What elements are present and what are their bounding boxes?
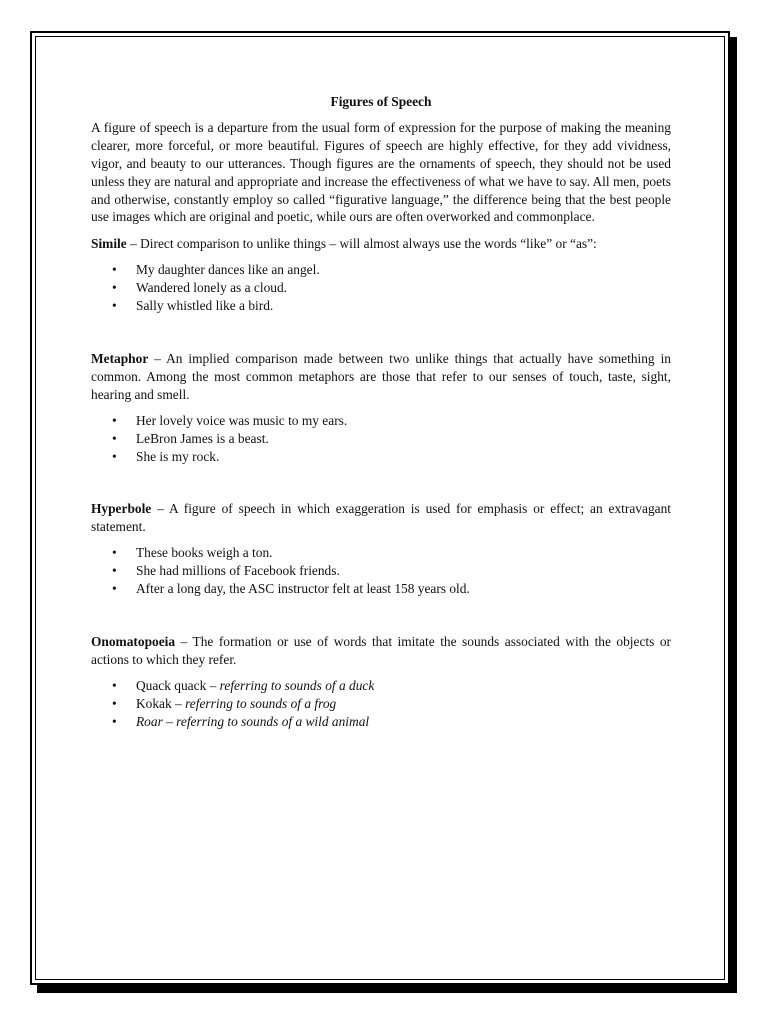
example-text: Sally whistled like a bird. — [136, 298, 274, 314]
section-onomatopoeia — [91, 633, 671, 731]
list-item — [91, 448, 671, 466]
example-list — [91, 677, 671, 731]
list-item — [91, 544, 671, 562]
bullet-icon: • — [112, 581, 117, 597]
example-list — [91, 261, 671, 315]
list-item — [91, 412, 671, 430]
section-metaphor — [91, 350, 671, 465]
bullet-icon: • — [112, 412, 117, 428]
example-text: My daughter dances like an angel. — [136, 262, 320, 278]
section-hyperbole — [91, 500, 671, 598]
section-term: Simile — [91, 236, 127, 252]
document-title: Figures of Speech — [330, 94, 432, 109]
list-item — [91, 297, 671, 315]
definition-text: – An implied comparison made between two unlike things that actually have something in common. Among the most common metaphors are those that refer to our senses of touch, taste, sight, hearing and smell. — [91, 350, 671, 402]
example-note: Roar – referring to sounds of a wild animal — [136, 713, 370, 729]
bullet-icon: • — [112, 448, 117, 464]
bullet-icon: • — [112, 262, 117, 278]
section-definition — [91, 633, 671, 669]
list-item — [91, 713, 671, 731]
example-text: Wandered lonely as a cloud. — [136, 280, 287, 296]
section-definition — [91, 235, 671, 253]
example-text: Quack quack – — [136, 677, 220, 693]
bullet-icon: • — [112, 713, 117, 729]
bullet-icon: • — [112, 563, 117, 579]
example-text: After a long day, the ASC instructor felt at least 158 years old. — [136, 581, 470, 597]
bullet-icon: • — [112, 545, 117, 561]
bullet-icon: • — [112, 430, 117, 446]
example-note: referring to sounds of a duck — [219, 677, 375, 693]
list-item — [91, 580, 671, 598]
section-term: Hyperbole — [91, 501, 152, 517]
list-item — [91, 279, 671, 297]
example-text: These books weigh a ton. — [136, 545, 273, 561]
example-list — [91, 412, 671, 466]
definition-text: – Direct comparison to unlike things – will almost always use the words “like” or “as”: — [126, 236, 597, 252]
bullet-icon: • — [112, 677, 117, 693]
definition-text: – A figure of speech in which exaggeration is used for emphasis or effect; an extravagant statement. — [91, 501, 671, 535]
bullet-icon: • — [112, 280, 117, 296]
section-definition — [91, 350, 671, 404]
example-text: She had millions of Facebook friends. — [136, 563, 340, 579]
list-item — [91, 430, 671, 448]
list-item — [91, 261, 671, 279]
example-list — [91, 544, 671, 598]
section-definition — [91, 500, 671, 536]
list-item — [91, 562, 671, 580]
section-spacer — [91, 465, 671, 500]
section-simile — [91, 235, 671, 315]
definition-text: – The formation or use of words that imitate the sounds associated with the objects or actions to which they refer. — [91, 633, 671, 667]
list-item — [91, 677, 671, 695]
bullet-icon: • — [112, 298, 117, 314]
document-body — [91, 93, 671, 730]
bullet-icon: • — [112, 695, 117, 711]
section-spacer — [91, 315, 671, 350]
list-item — [91, 695, 671, 713]
intro-paragraph: A figure of speech is a departure from the usual form of expression for the purpose of making the meaning clearer, more forceful, or more beautiful. Figures of speech are highly effective, for they add vividness, vigor, and beauty to our utterances. Though figures are the ornaments of speech, they should not be used unless they are natural and appropriate and increase the effectiveness of what we have to say. All men, poets and otherwise, constantly employ so called “figurative language,” the difference being that the best people use images which are original and poetic, while ours are often overworked and commonplace. — [91, 119, 671, 225]
example-text: She is my rock. — [136, 448, 220, 464]
section-term: Onomatopoeia — [91, 633, 176, 649]
section-spacer — [91, 598, 671, 633]
section-term: Metaphor — [91, 350, 149, 366]
example-text: Kokak – — [136, 695, 186, 711]
example-text: LeBron James is a beast. — [136, 430, 269, 446]
example-note: referring to sounds of a frog — [185, 695, 337, 711]
example-text: Her lovely voice was music to my ears. — [136, 412, 348, 428]
